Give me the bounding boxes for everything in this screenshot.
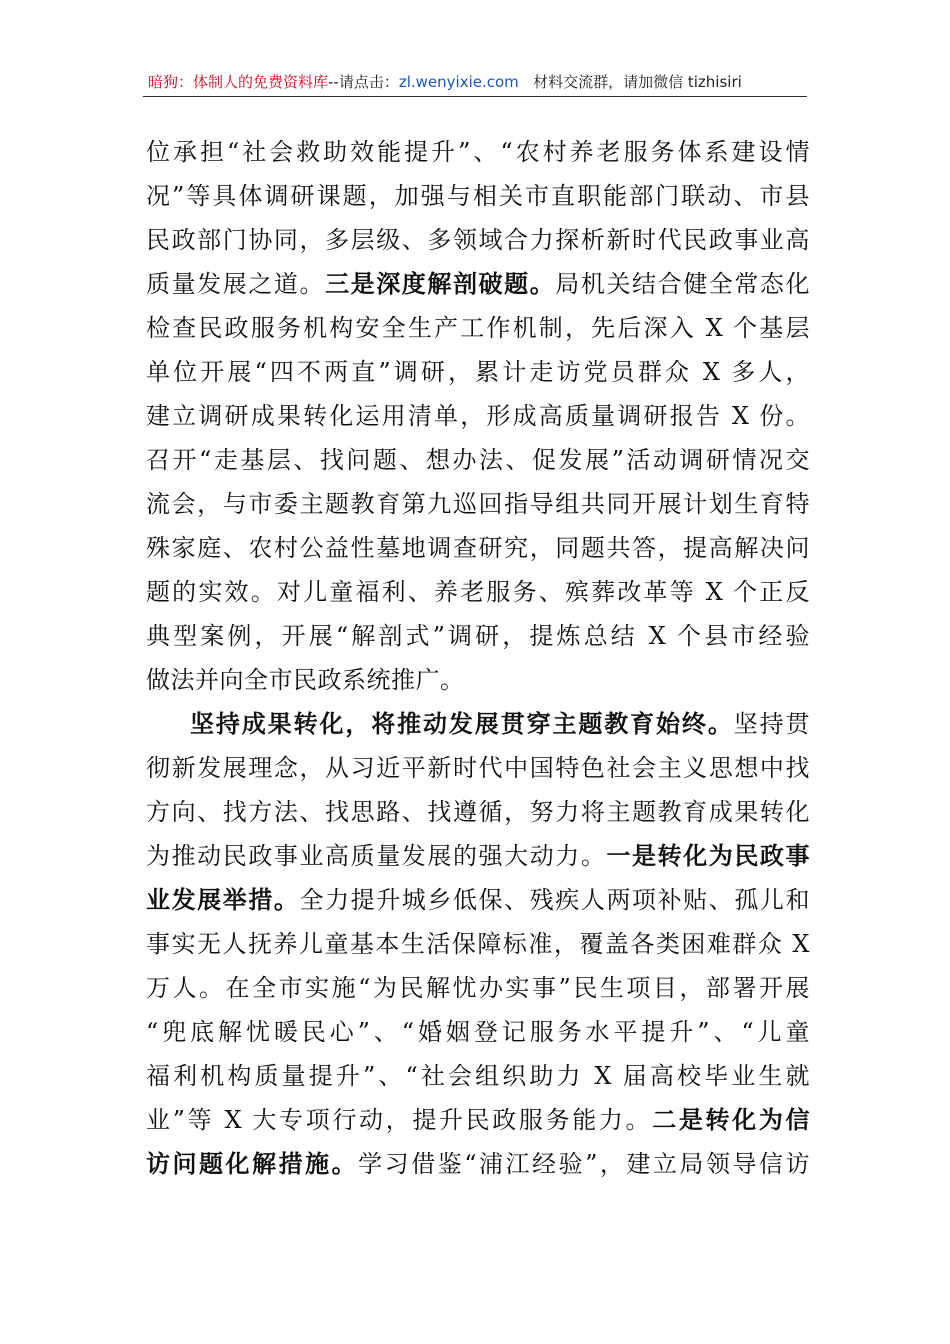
text-run: 业”等 X 大专项行动，提升民政服务能力。	[146, 1106, 653, 1134]
text-run: 做法并向全市民政系统推广。	[146, 666, 465, 694]
document-body	[146, 130, 810, 1186]
text-run: 质量发展之道。	[146, 270, 326, 298]
text-line	[146, 658, 810, 702]
text-line	[146, 1010, 810, 1054]
text-run: 题的实效。对儿童福利、养老服务、殡葬改革等 X 个正反	[146, 578, 810, 606]
text-run: 民政部门协同，多层级、多领域合力探析新时代民政事业高	[146, 226, 810, 254]
text-line	[146, 922, 810, 966]
text-run: 事实无人抚养儿童基本生活保障标准，覆盖各类困难群众 X	[146, 930, 810, 958]
text-run: 全力提升城乡低保、残疾人两项补贴、孤儿和	[299, 886, 810, 914]
text-line	[146, 614, 810, 658]
header-divider	[143, 96, 807, 97]
text-run: 万人。在全市实施“为民解忧办实事”民生项目，部署开展	[146, 974, 810, 1002]
text-run: 流会，与市委主题教育第九巡回指导组共同开展计划生育特	[146, 490, 810, 518]
text-run: 彻新发展理念，从习近平新时代中国特色社会主义思想中找	[146, 754, 810, 782]
header-click-prompt: --请点击：	[328, 73, 399, 91]
text-run: 学习借鉴“浦江经验”，建立局领导信访	[358, 1150, 810, 1178]
text-line	[146, 438, 810, 482]
text-run: 方向、找方法、找思路、找遵循，努力将主题教育成果转化	[146, 798, 810, 826]
text-run: “兜底解忧暖民心”、“婚姻登记服务水平提升”、“儿童	[146, 1018, 810, 1046]
text-run: 殊家庭、农村公益性墓地调查研究，同题共答，提高解决问	[146, 534, 810, 562]
bold-text-run: 访问题化解措施。	[146, 1149, 359, 1178]
text-line	[146, 702, 810, 746]
header-group-note: 材料交流群，请加微信 tizhisiri	[533, 73, 742, 91]
text-line	[146, 878, 810, 922]
text-line	[146, 350, 810, 394]
text-line	[146, 394, 810, 438]
text-line	[146, 1098, 810, 1142]
bold-text-run: 一是转化为民政事	[606, 841, 810, 870]
text-line	[146, 834, 810, 878]
text-line	[146, 130, 810, 174]
text-run: 福利机构质量提升”、“社会组织助力 X 届高校毕业生就	[146, 1062, 810, 1090]
text-run: 为推动民政事业高质量发展的强大动力。	[146, 842, 607, 870]
text-run: 况”等具体调研课题，加强与相关市直职能部门联动、市县	[146, 182, 810, 210]
text-line	[146, 570, 810, 614]
text-run: 位承担“社会救助效能提升”、“农村养老服务体系建设情	[146, 138, 810, 166]
text-line	[146, 262, 810, 306]
header-url-link[interactable]: zl.wenyixie.com	[398, 73, 519, 91]
header-brand: 暗狗：体制人的免费资料库	[148, 73, 329, 91]
text-run: 召开“走基层、找问题、想办法、促发展”活动调研情况交	[146, 446, 810, 474]
text-line	[146, 306, 810, 350]
page-header	[148, 70, 808, 94]
text-run: 建立调研成果转化运用清单，形成高质量调研报告 X 份。	[146, 402, 810, 430]
text-line	[146, 1142, 810, 1186]
bold-text-run: 业发展举措。	[146, 885, 300, 914]
text-line	[146, 746, 810, 790]
text-line	[146, 482, 810, 526]
bold-text-run: 坚持成果转化，将推动发展贯穿主题教育始终。	[190, 709, 734, 738]
bold-text-run: 二是转化为信	[652, 1105, 810, 1134]
text-line	[146, 966, 810, 1010]
text-run: 典型案例，开展“解剖式”调研，提炼总结 X 个县市经验	[146, 622, 810, 650]
text-line	[146, 218, 810, 262]
text-run: 检查民政服务机构安全生产工作机制，先后深入 X 个基层	[146, 314, 810, 342]
text-run: 坚持贯	[733, 710, 810, 738]
text-line	[146, 790, 810, 834]
bold-text-run: 三是深度解剖破题。	[325, 269, 556, 298]
text-line	[146, 526, 810, 570]
text-run: 局机关结合健全常态化	[555, 270, 810, 298]
text-run: 单位开展“四不两直”调研，累计走访党员群众 X 多人，	[146, 358, 810, 386]
text-line	[146, 1054, 810, 1098]
text-line	[146, 174, 810, 218]
